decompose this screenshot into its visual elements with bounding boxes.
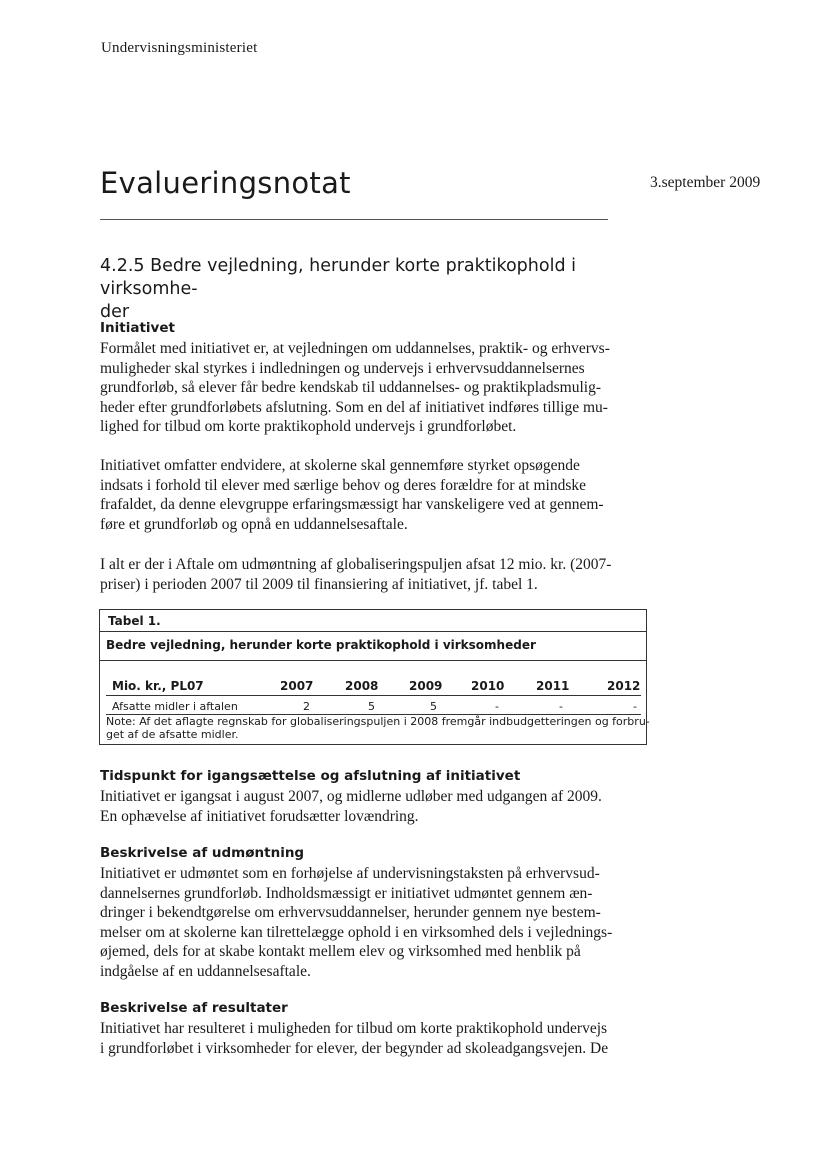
- title-divider: [100, 219, 608, 220]
- table-year-2009: 2009: [409, 679, 443, 693]
- table-year-2010: 2010: [471, 679, 505, 693]
- table-note: [106, 715, 650, 741]
- text-line: lighed for tilbud om korte praktikophold undervejs i grundforløbet.: [100, 418, 517, 435]
- text-line: Initiativet omfatter endvidere, at skolerne skal gennemføre styrket opsøgende: [100, 457, 580, 474]
- text-line: Formålet med initiativet er, at vejledningen om uddannelses, praktik- og erhvervs-: [100, 340, 610, 357]
- table-cell: 2: [303, 700, 310, 713]
- udmontning-heading: Beskrivelse af udmøntning: [100, 845, 305, 861]
- table-year-2012: 2012: [607, 679, 641, 693]
- text-line: melser om at skolerne kan tilrettelægge ophold i en virksomhed dels i vejlednings-: [100, 923, 613, 941]
- ministry-name: Undervisningsministeriet: [101, 40, 258, 56]
- table-year-2008: 2008: [345, 679, 379, 693]
- text-line: Initiativet er igangsat i august 2007, og midlerne udløber med udgangen af 2009.: [100, 788, 602, 805]
- text-line: Initiativet har resulteret i muligheden for tilbud om korte praktikophold undervejs: [100, 1020, 608, 1037]
- table-label: Tabel 1.: [108, 614, 161, 628]
- text-line: i grundforløbet i virksomheder for elever, der begynder ad skoleadgangsvejen. De: [100, 1039, 609, 1057]
- tidspunkt-paragraph: [100, 787, 632, 826]
- table-caption: Bedre vejledning, herunder korte praktikophold i virksomheder: [106, 638, 536, 652]
- table-rule: [100, 660, 646, 661]
- table-cell: -: [559, 700, 563, 713]
- section-heading: [100, 255, 645, 324]
- initiativet-paragraph: [100, 339, 632, 437]
- table-year-2011: 2011: [536, 679, 570, 693]
- document-title: Evalueringsnotat: [100, 166, 351, 200]
- text-line: priser) i perioden 2007 til 2009 til finansiering af initiativet, jf. tabel 1.: [100, 575, 538, 593]
- text-line: føre et grundforløb og opnå en uddannelsesaftale.: [100, 515, 408, 533]
- table-cell: -: [633, 700, 637, 713]
- paragraph-3: [100, 555, 632, 594]
- text-line: I alt er der i Aftale om udmøntning af globaliseringspuljen afsat 12 mio. kr. (2007-: [100, 556, 612, 573]
- resultater-heading: Beskrivelse af resultater: [100, 1000, 288, 1016]
- table-cell: 5: [368, 700, 375, 713]
- table-year-2007: 2007: [280, 679, 314, 693]
- table-rule: [106, 695, 641, 696]
- tidspunkt-heading: Tidspunkt for igangsættelse og afslutning af initiativet: [100, 768, 521, 784]
- resultater-paragraph: [100, 1019, 632, 1058]
- table-cell: 5: [430, 700, 437, 713]
- table-note-line: get af de afsatte midler.: [106, 728, 239, 741]
- initiativet-heading: Initiativet: [100, 320, 175, 336]
- text-line: indgåelse af en uddannelsesaftale.: [100, 962, 311, 980]
- udmontning-paragraph: [100, 864, 632, 981]
- table-row-label: Afsatte midler i aftalen: [112, 700, 238, 713]
- document-date: 3.september 2009: [650, 174, 761, 191]
- section-heading-line: der: [100, 302, 130, 322]
- section-heading-line: 4.2.5 Bedre vejledning, herunder korte praktikophold i virksomhe-: [100, 256, 576, 299]
- text-line: frafaldet, da denne elevgruppe erfaringsmæssigt har vanskeligere ved at gennem-: [100, 496, 604, 513]
- text-line: øjemed, dels for at skabe kontakt mellem elev og virksomhed med henblik på: [100, 943, 581, 960]
- paragraph-2: [100, 456, 632, 534]
- text-line: dannelsernes grundforløb. Indholdsmæssigt er initiativet udmøntet gennem æn-: [100, 884, 593, 902]
- table-row-header: Mio. kr., PL07: [112, 679, 204, 693]
- text-line: muligheder skal styrkes i indledningen og undervejs i erhvervsuddannelsernes: [100, 359, 585, 377]
- text-line: grundforløb, så elever får bedre kendskab til uddannelses- og praktikpladsmulig-: [100, 379, 602, 396]
- table-rule: [100, 631, 646, 632]
- table-note-line: Note: Af det aflagte regnskab for globaliseringspuljen i 2008 fremgår indbudgetteringen og forbru-: [106, 715, 650, 728]
- text-line: En ophævelse af initiativet forudsætter lovændring.: [100, 807, 419, 825]
- table-1: [99, 609, 650, 745]
- text-line: dringer i bekendtgørelse om erhvervsuddannelser, herunder gennem nye bestem-: [100, 904, 601, 921]
- text-line: Initiativet er udmøntet som en forhøjelse af undervisningstaksten på erhvervsud-: [100, 865, 600, 882]
- text-line: heder efter grundforløbets afslutning. Som en del af initiativet indføres tillige mu-: [100, 398, 608, 416]
- text-line: indsats i forhold til elever med særlige behov og deres forældre for at mindske: [100, 476, 586, 494]
- table-cell: -: [495, 700, 499, 713]
